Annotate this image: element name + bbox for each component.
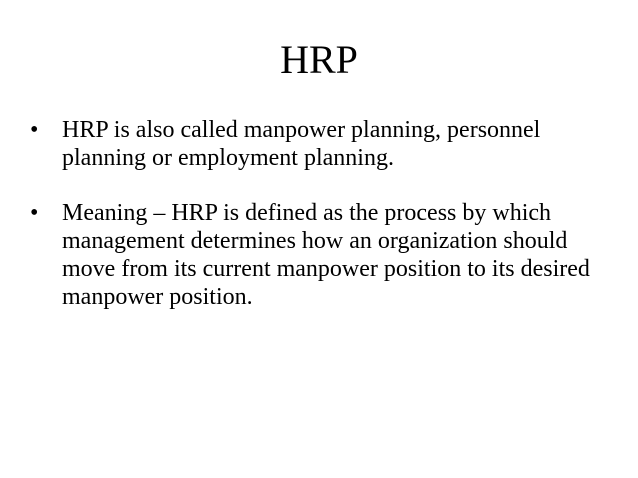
bullet-list [30, 116, 590, 338]
bullet-dot-icon: • [30, 117, 39, 143]
slide-title: HRP [280, 37, 358, 82]
bullet-text: HRP is also called manpower planning, personnel planning or employment planning. [62, 117, 541, 171]
bullet-dot-icon: • [30, 200, 39, 226]
bullet-text: Meaning – HRP is defined as the process by which management determines how an organization should move from its current manpower position to its desired manpower position. [62, 200, 590, 310]
bullet-item [30, 116, 590, 172]
bullet-item [30, 199, 590, 311]
